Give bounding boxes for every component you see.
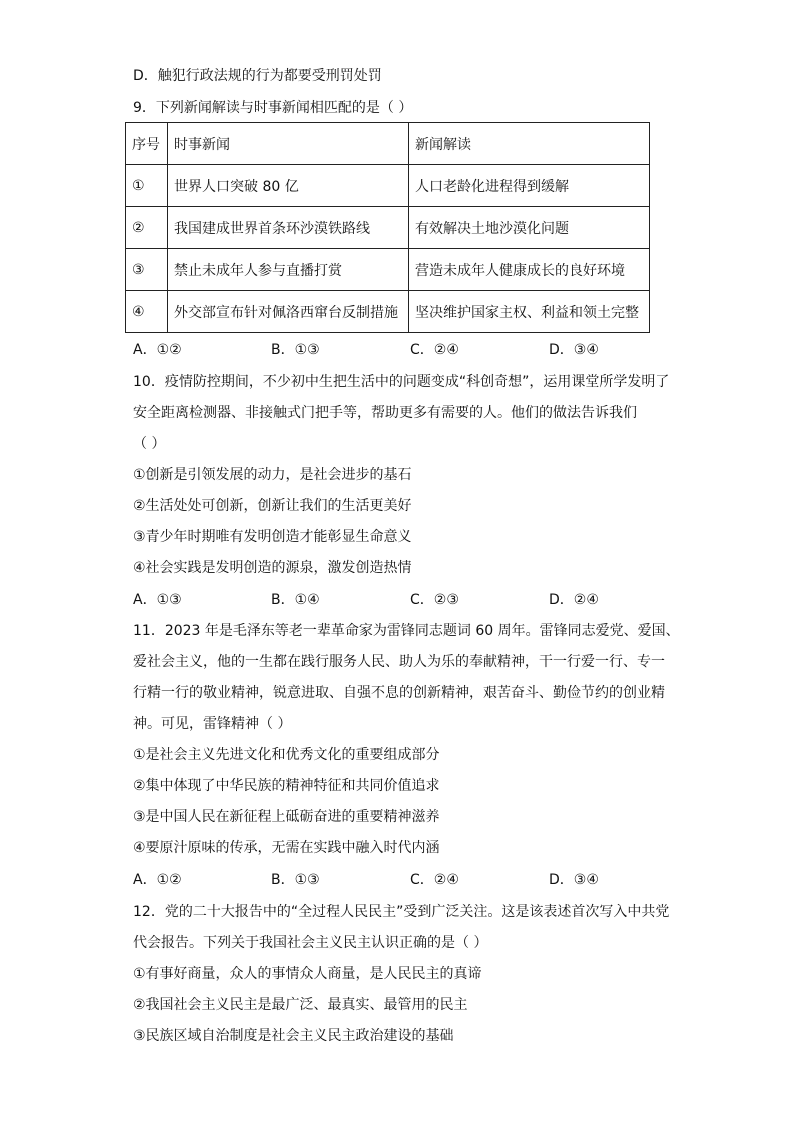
option-a[interactable]: A．①③ bbox=[133, 592, 182, 608]
option-a[interactable]: A．①② bbox=[133, 872, 182, 888]
q10-statement: ③青少年时期唯有发明创造才能彰显生命意义 bbox=[133, 529, 412, 545]
q11-stem-line: 行精一行的敬业精神，锐意进取、自强不息的创新精神，艰苦奋斗、勤俭节约的创业精 bbox=[133, 685, 665, 701]
option-c[interactable]: C．②④ bbox=[410, 342, 459, 358]
option-c[interactable]: C．②③ bbox=[410, 592, 459, 608]
q11-statement: ①是社会主义先进文化和优秀文化的重要组成部分 bbox=[133, 747, 440, 763]
q12-statement: ③民族区域自治制度是社会主义民主政治建设的基础 bbox=[133, 1028, 454, 1044]
q12-statement: ①有事好商量，众人的事情众人商量，是人民民主的真谛 bbox=[133, 966, 482, 982]
option-d[interactable]: D．③④ bbox=[549, 342, 599, 358]
table-cell: ② bbox=[126, 207, 168, 249]
option-a[interactable]: A．①② bbox=[133, 342, 182, 358]
table-cell: 外交部宣布针对佩洛西窜台反制措施 bbox=[168, 291, 409, 333]
table-row bbox=[126, 207, 650, 249]
table-cell: 禁止未成年人参与直播打赏 bbox=[168, 249, 409, 291]
q11-stem-line: 11．2023 年是毛泽东等老一辈革命家为雷锋同志题词 60 周年。雷锋同志爱党、爱国、 bbox=[133, 623, 680, 639]
option-b[interactable]: B．①④ bbox=[271, 592, 320, 608]
q10-statement: ①创新是引领发展的动力，是社会进步的基石 bbox=[133, 467, 412, 483]
table-cell: 我国建成世界首条环沙漠铁路线 bbox=[168, 207, 409, 249]
q12-statement: ②我国社会主义民主是最广泛、最真实、最管用的民主 bbox=[133, 997, 468, 1013]
table-cell: ④ bbox=[126, 291, 168, 333]
q10-stem-line: 10．疫情防控期间，不少初中生把生活中的问题变成“科创奇想”，运用课堂所学发明了 bbox=[133, 374, 670, 390]
table-cell: 人口老龄化进程得到缓解 bbox=[409, 165, 650, 207]
table-cell: ① bbox=[126, 165, 168, 207]
option-b[interactable]: B．①③ bbox=[271, 342, 320, 358]
table-row bbox=[126, 165, 650, 207]
table-row bbox=[126, 249, 650, 291]
news-table bbox=[125, 122, 650, 333]
table-header-cell: 新闻解读 bbox=[409, 123, 650, 165]
table-cell: 坚决维护国家主权、利益和领土完整 bbox=[409, 291, 650, 333]
table-row bbox=[126, 291, 650, 333]
q10-statement: ②生活处处可创新，创新让我们的生活更美好 bbox=[133, 498, 412, 514]
table-cell: 有效解决土地沙漠化问题 bbox=[409, 207, 650, 249]
q12-stem-line: 12．党的二十大报告中的“全过程人民民主”受到广泛关注。这是该表述首次写入中共党 bbox=[133, 904, 670, 920]
q10-statement: ④社会实践是发明创造的源泉，激发创造热情 bbox=[133, 560, 412, 576]
q11-statement: ②集中体现了中华民族的精神特征和共同价值追求 bbox=[133, 778, 440, 794]
q10-stem-line: （ ） bbox=[133, 436, 166, 452]
q10-stem-line: 安全距离检测器、非接触式门把手等，帮助更多有需要的人。他们的做法告诉我们 bbox=[133, 405, 637, 421]
q11-stem-line: 神。可见，雷锋精神（ ） bbox=[133, 716, 292, 732]
table-cell: 营造未成年人健康成长的良好环境 bbox=[409, 249, 650, 291]
q12-stem-line: 代会报告。下列关于我国社会主义民主认识正确的是（ ） bbox=[133, 935, 488, 951]
table-header-cell: 序号 bbox=[126, 123, 168, 165]
table-header-row bbox=[126, 123, 650, 165]
q11-statement: ④要原汁原味的传承，无需在实践中融入时代内涵 bbox=[133, 840, 440, 856]
q11-statement: ③是中国人民在新征程上砥砺奋进的重要精神滋养 bbox=[133, 809, 440, 825]
q8-option-d: D．触犯行政法规的行为都要受刑罚处罚 bbox=[133, 68, 382, 84]
option-d[interactable]: D．③④ bbox=[549, 872, 599, 888]
option-b[interactable]: B．①③ bbox=[271, 872, 320, 888]
option-c[interactable]: C．②④ bbox=[410, 872, 459, 888]
table-cell: ③ bbox=[126, 249, 168, 291]
option-d[interactable]: D．②④ bbox=[549, 592, 599, 608]
table-cell: 世界人口突破 80 亿 bbox=[168, 165, 409, 207]
q9-stem: 9．下列新闻解读与时事新闻相匹配的是（ ） bbox=[133, 100, 413, 116]
table-header-cell: 时事新闻 bbox=[168, 123, 409, 165]
q11-stem-line: 爱社会主义，他的一生都在践行服务人民、助人为乐的奉献精神，干一行爱一行、专一 bbox=[133, 654, 665, 670]
